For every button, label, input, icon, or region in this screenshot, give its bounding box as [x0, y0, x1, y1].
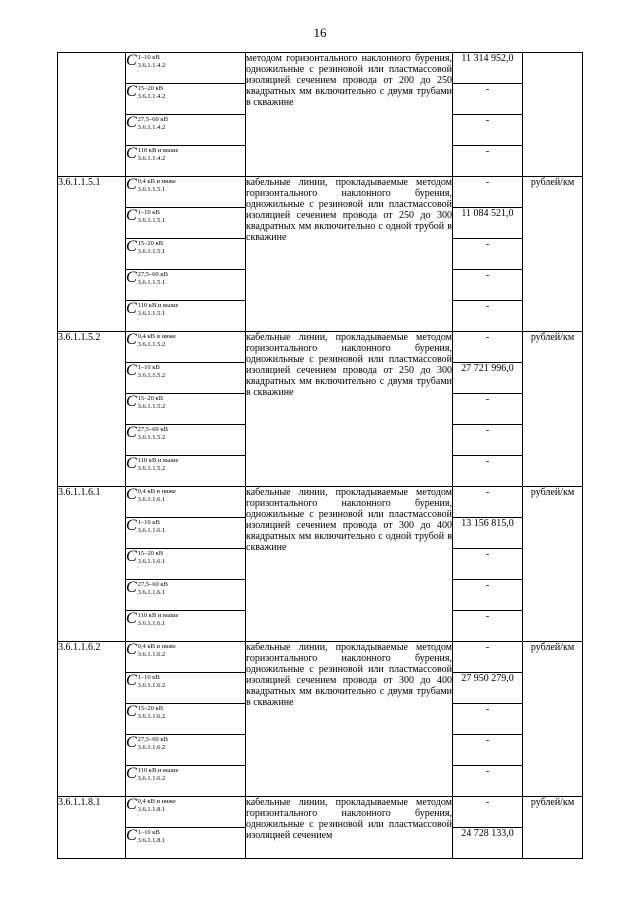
rate-symbol-letter: C [126, 734, 137, 751]
rate-symbol-formula [126, 735, 168, 751]
rate-symbol-formula [126, 611, 178, 627]
voltage-class: 15–20 кВ [137, 549, 164, 557]
voltage-class: 1–10 кВ [137, 53, 160, 61]
rate-symbol-letter: C [126, 579, 137, 596]
voltage-class: 15–20 кВ [137, 84, 164, 92]
rate-symbol [126, 766, 246, 797]
voltage-class: 15–20 кВ [137, 704, 164, 712]
rate-symbol [126, 363, 246, 394]
rate-symbol-indices [138, 612, 179, 627]
voltage-class: 1–10 кВ [137, 208, 160, 216]
rate-symbol [126, 53, 246, 84]
rate-index: 3.6.1.1.5.2 [137, 402, 166, 410]
section-code: 3.6.1.1.6.1 [58, 487, 126, 642]
cable-description: кабельные линии, прокладываемые методом горизонтального наклонного бурения, одножильные с резиновой или пластмассовой изоляцией сечением провода от 250 до 300 квадратных мм включительно с одной трубой в скважине [246, 177, 453, 332]
rate-index: 3.6.1.1.5.2 [137, 371, 166, 379]
rate-index: 3.6.1.1.4.2 [137, 154, 166, 162]
rate-symbol-indices [138, 240, 166, 255]
rate-value: - [453, 332, 523, 363]
unit: рублей/км [523, 332, 583, 487]
rate-symbol-formula [126, 425, 168, 441]
rate-symbol [126, 797, 246, 828]
rate-symbol-letter: C [126, 83, 137, 100]
voltage-class: 0,4 кВ и ниже [137, 642, 176, 650]
rate-value: - [453, 115, 523, 146]
rate-symbol-indices [138, 488, 176, 503]
rate-value: 27 950 279,0 [453, 673, 523, 704]
rate-symbol-letter: C [126, 424, 137, 441]
rate-symbol [126, 828, 246, 859]
rate-symbol-letter: C [126, 517, 137, 534]
rate-symbol-indices [138, 581, 168, 596]
rate-symbol [126, 394, 246, 425]
rate-symbol-indices [138, 116, 168, 131]
rate-index: 3.6.1.1.4.2 [137, 92, 166, 100]
voltage-class: 0,4 кВ и ниже [137, 332, 176, 340]
rate-symbol-formula [126, 177, 176, 193]
voltage-class: 110 кВ и выше [137, 766, 179, 774]
rate-index: 3.6.1.1.6.2 [137, 774, 166, 782]
rate-symbol-indices [138, 550, 166, 565]
rate-index: 3.6.1.1.5.1 [137, 278, 166, 286]
table-row [58, 177, 583, 208]
unit [523, 53, 583, 177]
rate-symbol-indices [138, 457, 179, 472]
rate-value: - [453, 239, 523, 270]
rate-symbol-indices [138, 426, 168, 441]
rate-symbol-indices [138, 147, 179, 162]
rate-index: 3.6.1.1.6.1 [137, 588, 166, 596]
cable-description: методом горизонтального наклонного бурения, одножильные с резиновой или пластмассовой изоляцией сечением провода от 200 до 250 квадратных мм включительно с двумя трубами в скважине [246, 53, 453, 177]
rate-index: 3.6.1.1.8.1 [137, 836, 166, 844]
cable-description: кабельные линии, прокладываемые методом горизонтального наклонного бурения, одножильные с резиновой или пластмассовой изоляцией сечением [246, 797, 453, 859]
rate-symbol-letter: C [126, 238, 137, 255]
rate-index: 3.6.1.1.8.1 [137, 805, 166, 813]
rate-value: - [453, 797, 523, 828]
rate-symbol [126, 270, 246, 301]
rate-symbol-indices [138, 643, 176, 658]
rate-symbol-indices [138, 85, 166, 100]
rate-symbol-letter: C [126, 548, 137, 565]
rate-value: - [453, 766, 523, 797]
tariff-table [57, 52, 583, 859]
voltage-class: 15–20 кВ [137, 394, 164, 402]
rate-symbol-letter: C [126, 207, 137, 224]
rate-symbol [126, 239, 246, 270]
rate-symbol-formula [126, 239, 165, 255]
rate-symbol-letter: C [126, 300, 137, 317]
rate-symbol [126, 177, 246, 208]
rate-symbol [126, 704, 246, 735]
rate-value: - [453, 487, 523, 518]
rate-symbol-indices [138, 54, 166, 69]
rate-symbol-formula [126, 115, 168, 131]
rate-symbol-letter: C [126, 52, 137, 69]
rate-symbol-indices [138, 705, 166, 720]
rate-symbol-letter: C [126, 672, 137, 689]
rate-symbol-indices [138, 209, 166, 224]
rate-value: 24 728 133,0 [453, 828, 523, 859]
rate-symbol-indices [138, 395, 166, 410]
voltage-class: 0,4 кВ и ниже [137, 177, 176, 185]
table-row [58, 487, 583, 518]
voltage-class: 110 кВ и выше [137, 301, 179, 309]
rate-symbol-letter: C [126, 796, 137, 813]
rate-symbol-indices [138, 271, 168, 286]
voltage-class: 27,5–60 кВ [137, 735, 168, 743]
rate-symbol [126, 146, 246, 177]
rate-value: - [453, 146, 523, 177]
rate-index: 3.6.1.1.5.2 [137, 433, 166, 441]
rate-symbol [126, 208, 246, 239]
rate-symbol-letter: C [126, 176, 137, 193]
rate-symbol-formula [126, 456, 178, 472]
voltage-class: 27,5–60 кВ [137, 580, 168, 588]
voltage-class: 27,5–60 кВ [137, 270, 168, 278]
rate-symbol-formula [126, 363, 165, 379]
rate-index: 3.6.1.1.5.1 [137, 309, 166, 317]
cable-description: кабельные линии, прокладываемые методом горизонтального наклонного бурения, одножильные с резиновой или пластмассовой изоляцией сечением провода от 300 до 400 квадратных мм включительно с двумя трубами в скважине [246, 642, 453, 797]
rate-symbol-letter: C [126, 269, 137, 286]
rate-value: - [453, 301, 523, 332]
rate-symbol-indices [138, 519, 166, 534]
rate-value: - [453, 270, 523, 301]
rate-index: 3.6.1.1.5.2 [137, 464, 166, 472]
rate-symbol-indices [138, 767, 179, 782]
rate-value: - [453, 394, 523, 425]
voltage-class: 0,4 кВ и ниже [137, 487, 176, 495]
rate-symbol-letter: C [126, 455, 137, 472]
rate-symbol-letter: C [126, 827, 137, 844]
rate-symbol-indices [138, 178, 176, 193]
voltage-class: 1–10 кВ [137, 828, 160, 836]
rate-value: 11 314 952,0 [453, 53, 523, 84]
rate-symbol-formula [126, 394, 165, 410]
rate-symbol-letter: C [126, 362, 137, 379]
rate-index: 3.6.1.1.5.1 [137, 216, 166, 224]
rate-symbol-formula [126, 580, 168, 596]
page-number: 16 [313, 25, 327, 40]
rate-index: 3.6.1.1.4.2 [137, 61, 166, 69]
section-code [58, 53, 126, 177]
voltage-class: 110 кВ и выше [137, 146, 179, 154]
rate-value: - [453, 580, 523, 611]
rate-symbol-formula [126, 208, 165, 224]
rate-value: - [453, 704, 523, 735]
rate-index: 3.6.1.1.5.1 [137, 247, 166, 255]
rate-symbol-formula [126, 518, 165, 534]
rate-symbol-letter: C [126, 641, 137, 658]
rate-index: 3.6.1.1.6.1 [137, 619, 166, 627]
rate-value: - [453, 84, 523, 115]
rate-symbol-indices [138, 829, 166, 844]
table-row [58, 53, 583, 84]
rate-value: - [453, 177, 523, 208]
rate-symbol [126, 425, 246, 456]
rate-symbol-indices [138, 674, 166, 689]
rate-symbol [126, 611, 246, 642]
voltage-class: 110 кВ и выше [137, 456, 179, 464]
rate-symbol-letter: C [126, 765, 137, 782]
rate-index: 3.6.1.1.6.2 [137, 681, 166, 689]
cable-description: кабельные линии, прокладываемые методом горизонтального наклонного бурения, одножильные с резиновой или пластмассовой изоляцией сечением провода от 250 до 300 квадратных мм включительно с двумя трубами в скважине [246, 332, 453, 487]
rate-symbol-formula [126, 673, 165, 689]
rate-symbol-formula [126, 332, 176, 348]
rate-value: - [453, 425, 523, 456]
rate-value: - [453, 735, 523, 766]
tariff-table-body [58, 53, 583, 859]
rate-symbol [126, 487, 246, 518]
rate-index: 3.6.1.1.6.2 [137, 743, 166, 751]
voltage-class: 110 кВ и выше [137, 611, 179, 619]
section-code: 3.6.1.1.6.2 [58, 642, 126, 797]
voltage-class: 0,4 кВ и ниже [137, 797, 176, 805]
rate-symbol [126, 673, 246, 704]
rate-symbol-letter: C [126, 486, 137, 503]
unit: рублей/км [523, 487, 583, 642]
rate-value: - [453, 549, 523, 580]
voltage-class: 15–20 кВ [137, 239, 164, 247]
rate-symbol-formula [126, 146, 178, 162]
rate-symbol [126, 735, 246, 766]
rate-value: 13 156 815,0 [453, 518, 523, 549]
section-code: 3.6.1.1.5.1 [58, 177, 126, 332]
section-code: 3.6.1.1.5.2 [58, 332, 126, 487]
rate-symbol-letter: C [126, 393, 137, 410]
rate-symbol-formula [126, 549, 165, 565]
unit: рублей/км [523, 177, 583, 332]
rate-value: - [453, 611, 523, 642]
rate-value: - [453, 642, 523, 673]
rate-symbol-formula [126, 301, 178, 317]
rate-symbol [126, 642, 246, 673]
rate-symbol [126, 301, 246, 332]
unit: рублей/км [523, 642, 583, 797]
rate-symbol-formula [126, 487, 176, 503]
voltage-class: 1–10 кВ [137, 363, 160, 371]
rate-index: 3.6.1.1.4.2 [137, 123, 166, 131]
rate-symbol [126, 84, 246, 115]
rate-symbol-indices [138, 798, 176, 813]
rate-symbol-letter: C [126, 114, 137, 131]
voltage-class: 27,5–60 кВ [137, 115, 168, 123]
table-row [58, 797, 583, 828]
rate-symbol-indices [138, 736, 168, 751]
rate-symbol-formula [126, 642, 176, 658]
voltage-class: 27,5–60 кВ [137, 425, 168, 433]
voltage-class: 1–10 кВ [137, 518, 160, 526]
rate-symbol-letter: C [126, 331, 137, 348]
rate-index: 3.6.1.1.5.2 [137, 340, 166, 348]
rate-symbol [126, 518, 246, 549]
rate-index: 3.6.1.1.6.2 [137, 650, 166, 658]
rate-symbol-formula [126, 84, 165, 100]
section-code: 3.6.1.1.8.1 [58, 797, 126, 859]
cable-description: кабельные линии, прокладываемые методом горизонтального наклонного бурения, одножильные с резиновой или пластмассовой изоляцией сечением провода от 300 до 400 квадратных мм включительно с одной трубой в скважине [246, 487, 453, 642]
rate-index: 3.6.1.1.6.1 [137, 495, 166, 503]
rate-symbol-formula [126, 270, 168, 286]
rate-symbol-indices [138, 333, 176, 348]
rate-symbol-formula [126, 828, 165, 844]
rate-symbol-formula [126, 53, 165, 69]
rate-index: 3.6.1.1.6.1 [137, 557, 166, 565]
rate-index: 3.6.1.1.6.2 [137, 712, 166, 720]
rate-symbol-indices [138, 302, 179, 317]
voltage-class: 1–10 кВ [137, 673, 160, 681]
unit: рублей/км [523, 797, 583, 859]
table-row [58, 642, 583, 673]
table-row [58, 332, 583, 363]
rate-value: 11 084 521,0 [453, 208, 523, 239]
rate-symbol-formula [126, 704, 165, 720]
rate-index: 3.6.1.1.5.1 [137, 185, 166, 193]
rate-symbol [126, 332, 246, 363]
rate-symbol [126, 580, 246, 611]
rate-symbol-formula [126, 797, 176, 813]
rate-symbol-letter: C [126, 703, 137, 720]
rate-symbol-formula [126, 766, 178, 782]
rate-symbol-letter: C [126, 145, 137, 162]
rate-value: - [453, 456, 523, 487]
rate-symbol [126, 115, 246, 146]
rate-symbol [126, 456, 246, 487]
rate-symbol-letter: C [126, 610, 137, 627]
rate-value: 27 721 996,0 [453, 363, 523, 394]
rate-index: 3.6.1.1.6.1 [137, 526, 166, 534]
rate-symbol-indices [138, 364, 166, 379]
rate-symbol [126, 549, 246, 580]
